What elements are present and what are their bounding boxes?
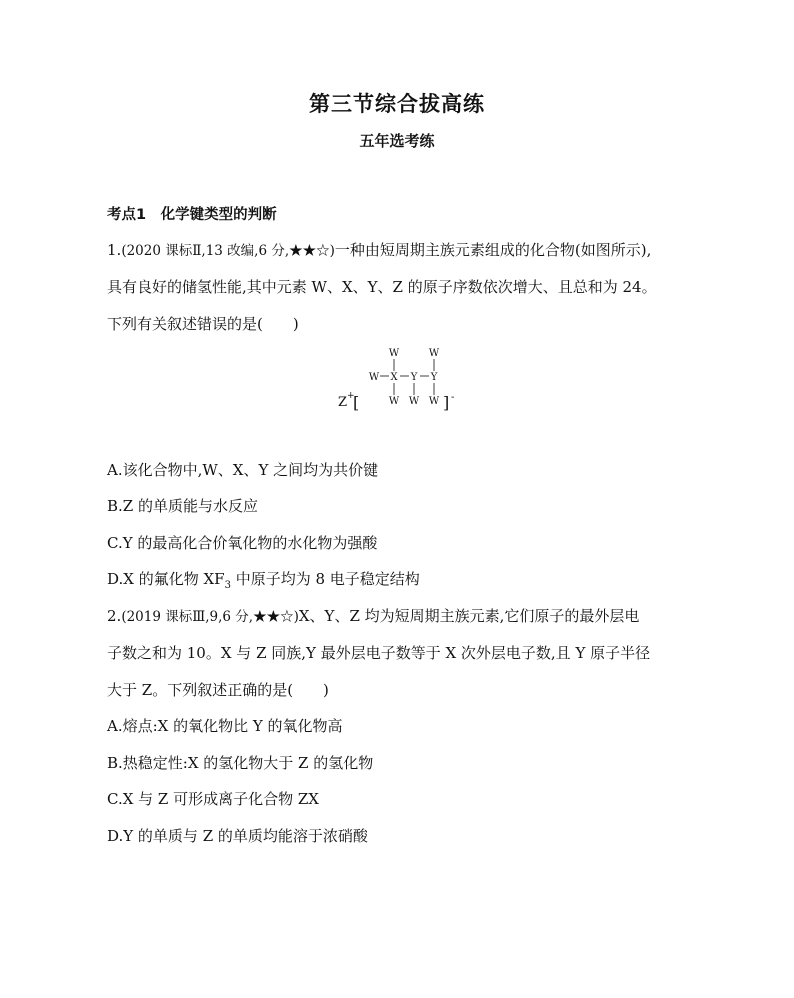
q1-option-a: A.该化合物中,W、X、Y 之间均为共价键 — [107, 461, 379, 479]
q1-source: (2020 课标Ⅱ,13 改编,6 分,★★☆) — [121, 243, 335, 259]
atom-w-left: W — [368, 372, 380, 383]
q1-stem-line1 — [107, 240, 651, 261]
q1-option-d-prefix: D.X 的氟化物 XF — [107, 570, 225, 588]
q1-stem-line3: 下列有关叙述错误的是( ) — [107, 315, 299, 333]
q2-option-b: B.热稳定性:X 的氢化物大于 Z 的氢化物 — [107, 754, 374, 772]
atom-w-bot1: W — [388, 396, 400, 407]
atom-w-top2: W — [428, 348, 440, 359]
atom-w-bot2: W — [408, 396, 420, 407]
q2-stem-line1 — [107, 606, 639, 627]
open-bracket: [ — [353, 393, 360, 412]
q1-number: 1. — [107, 241, 122, 259]
q1-option-d-suffix: 中原子均为 8 电子稳定结构 — [230, 570, 420, 588]
atom-y-center: Y — [410, 372, 418, 383]
q2-number: 2. — [107, 607, 122, 625]
close-bracket: ] — [443, 393, 450, 412]
q1-stem-text1: 一种由短周期主族元素组成的化合物(如图所示), — [334, 241, 652, 259]
q1-stem-line2: 具有良好的储氢性能,其中元素 W、X、Y、Z 的原子序数依次增大、且总和为 24。 — [107, 278, 657, 296]
q1-option-d-sub: 3 — [224, 580, 231, 591]
q1-option-d — [107, 569, 420, 596]
q2-option-c: C.X 与 Z 可形成离子化合物 ZX — [107, 790, 319, 808]
atom-w-bot3: W — [428, 396, 440, 407]
anion-charge: - — [451, 392, 455, 403]
section-heading: 考点1 化学键类型的判断 — [107, 207, 277, 223]
atom-x-center: X — [390, 372, 398, 383]
q1-option-b: B.Z 的单质能与水反应 — [107, 497, 258, 515]
cation-z: Z — [338, 395, 348, 410]
q1-option-c: C.Y 的最高化合价氧化物的水化物为强酸 — [107, 534, 378, 552]
page-subtitle: 五年选考练 — [359, 132, 435, 150]
q2-source: (2019 课标Ⅲ,9,6 分,★★☆) — [121, 609, 299, 625]
q2-option-a: A.熔点:X 的氧化物比 Y 的氧化物高 — [107, 717, 343, 735]
q1-structure-diagram — [330, 340, 470, 415]
q2-stem-line2: 子数之和为 10。X 与 Z 同族,Y 最外层电子数等于 X 次外层电子数,且 Y 原子半径 — [107, 644, 651, 662]
page-title: 第三节综合拔高练 — [309, 92, 485, 116]
q2-option-d: D.Y 的单质与 Z 的单质均能溶于浓硝酸 — [107, 827, 368, 845]
q2-stem-line3: 大于 Z。下列叙述正确的是( ) — [107, 681, 329, 699]
atom-y-right: Y — [430, 372, 438, 383]
atom-w-top1: W — [388, 348, 400, 359]
cation-charge: + — [347, 391, 355, 401]
q2-stem-text1: X、Y、Z 均为短周期主族元素,它们原子的最外层电 — [298, 607, 640, 625]
